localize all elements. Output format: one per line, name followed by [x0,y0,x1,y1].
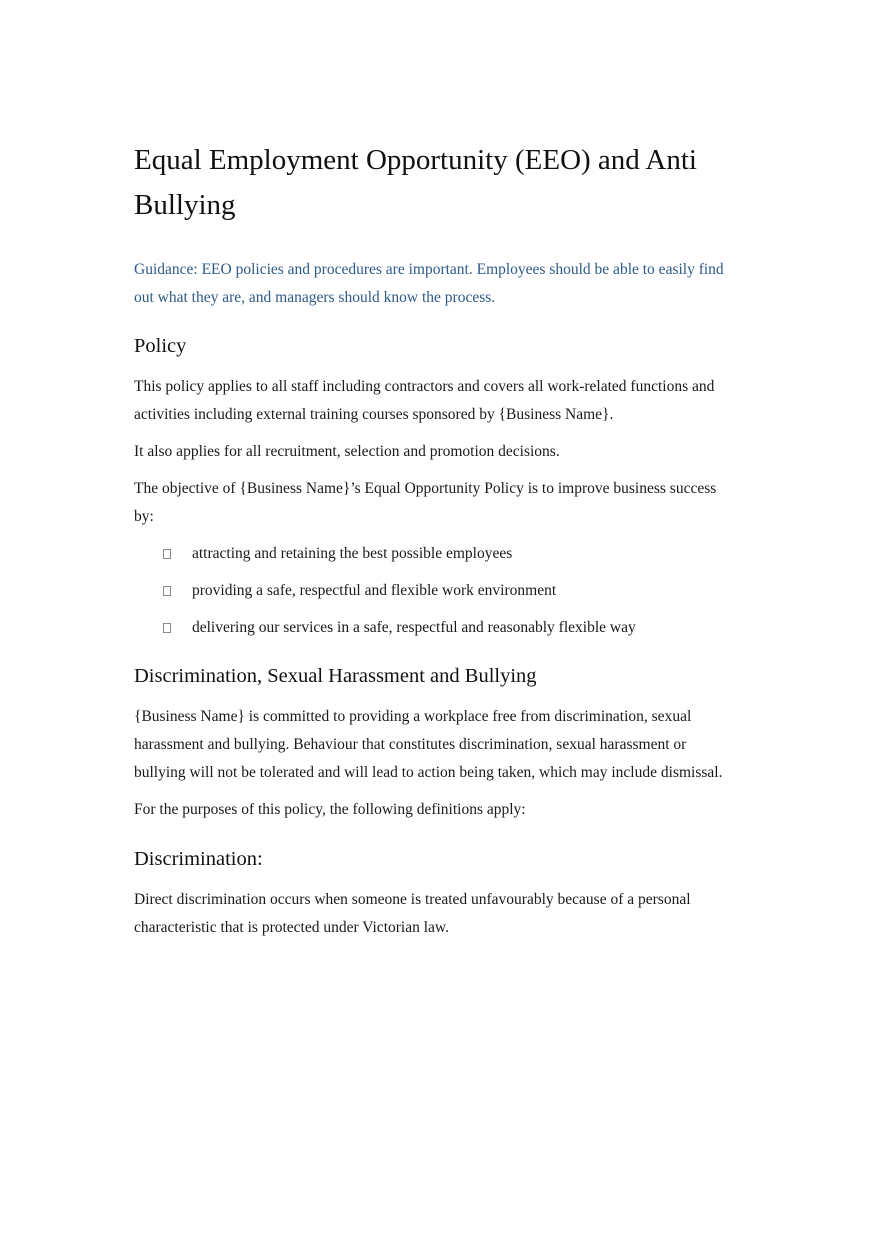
policy-heading: Policy [134,335,187,357]
policy-paragraph: It also applies for all recruitment, selection and promotion decisions. [134,443,560,460]
list-item-text: attracting and retaining the best possible employees [192,545,513,562]
document-page [134,138,734,951]
policy-paragraph: The objective of {Business Name}’s Equal Opportunity Policy is to improve business success by: [134,480,717,525]
objectives-list [134,540,734,642]
discrimination-paragraph: {Business Name} is committed to providing a workplace free from discrimination, sexual harassment and bullying. Behaviour that constitutes discrimination, sexual harassment or bullying will not be tolerated and will lead to action being taken, which may include dismissal. [134,708,723,781]
discrimination-paragraph: For the purposes of this policy, the following definitions apply: [134,801,526,818]
discrimination-definition-heading: Discrimination: [134,848,263,870]
list-item [134,614,734,642]
policy-paragraph: This policy applies to all staff including contractors and covers all work-related functions and activities including external training courses sponsored by {Business Name}. [134,378,715,423]
list-item-text: providing a safe, respectful and flexible work environment [192,582,557,599]
list-item [134,540,734,568]
list-item-text: delivering our services in a safe, respectful and reasonably flexible way [192,619,636,636]
list-item [134,577,734,605]
guidance-note: Guidance: EEO policies and procedures are important. Employees should be able to easily find out what they are, and managers should know the process. [134,261,724,306]
bullet-box-icon [163,586,171,596]
discrimination-section-heading: Discrimination, Sexual Harassment and Bullying [134,665,537,687]
bullet-box-icon [163,549,171,559]
document-title: Equal Employment Opportunity (EEO) and Anti Bullying [134,144,697,221]
definition-paragraph: Direct discrimination occurs when someone is treated unfavourably because of a personal characteristic that is protected under Victorian law. [134,891,691,936]
bullet-box-icon [163,623,171,633]
